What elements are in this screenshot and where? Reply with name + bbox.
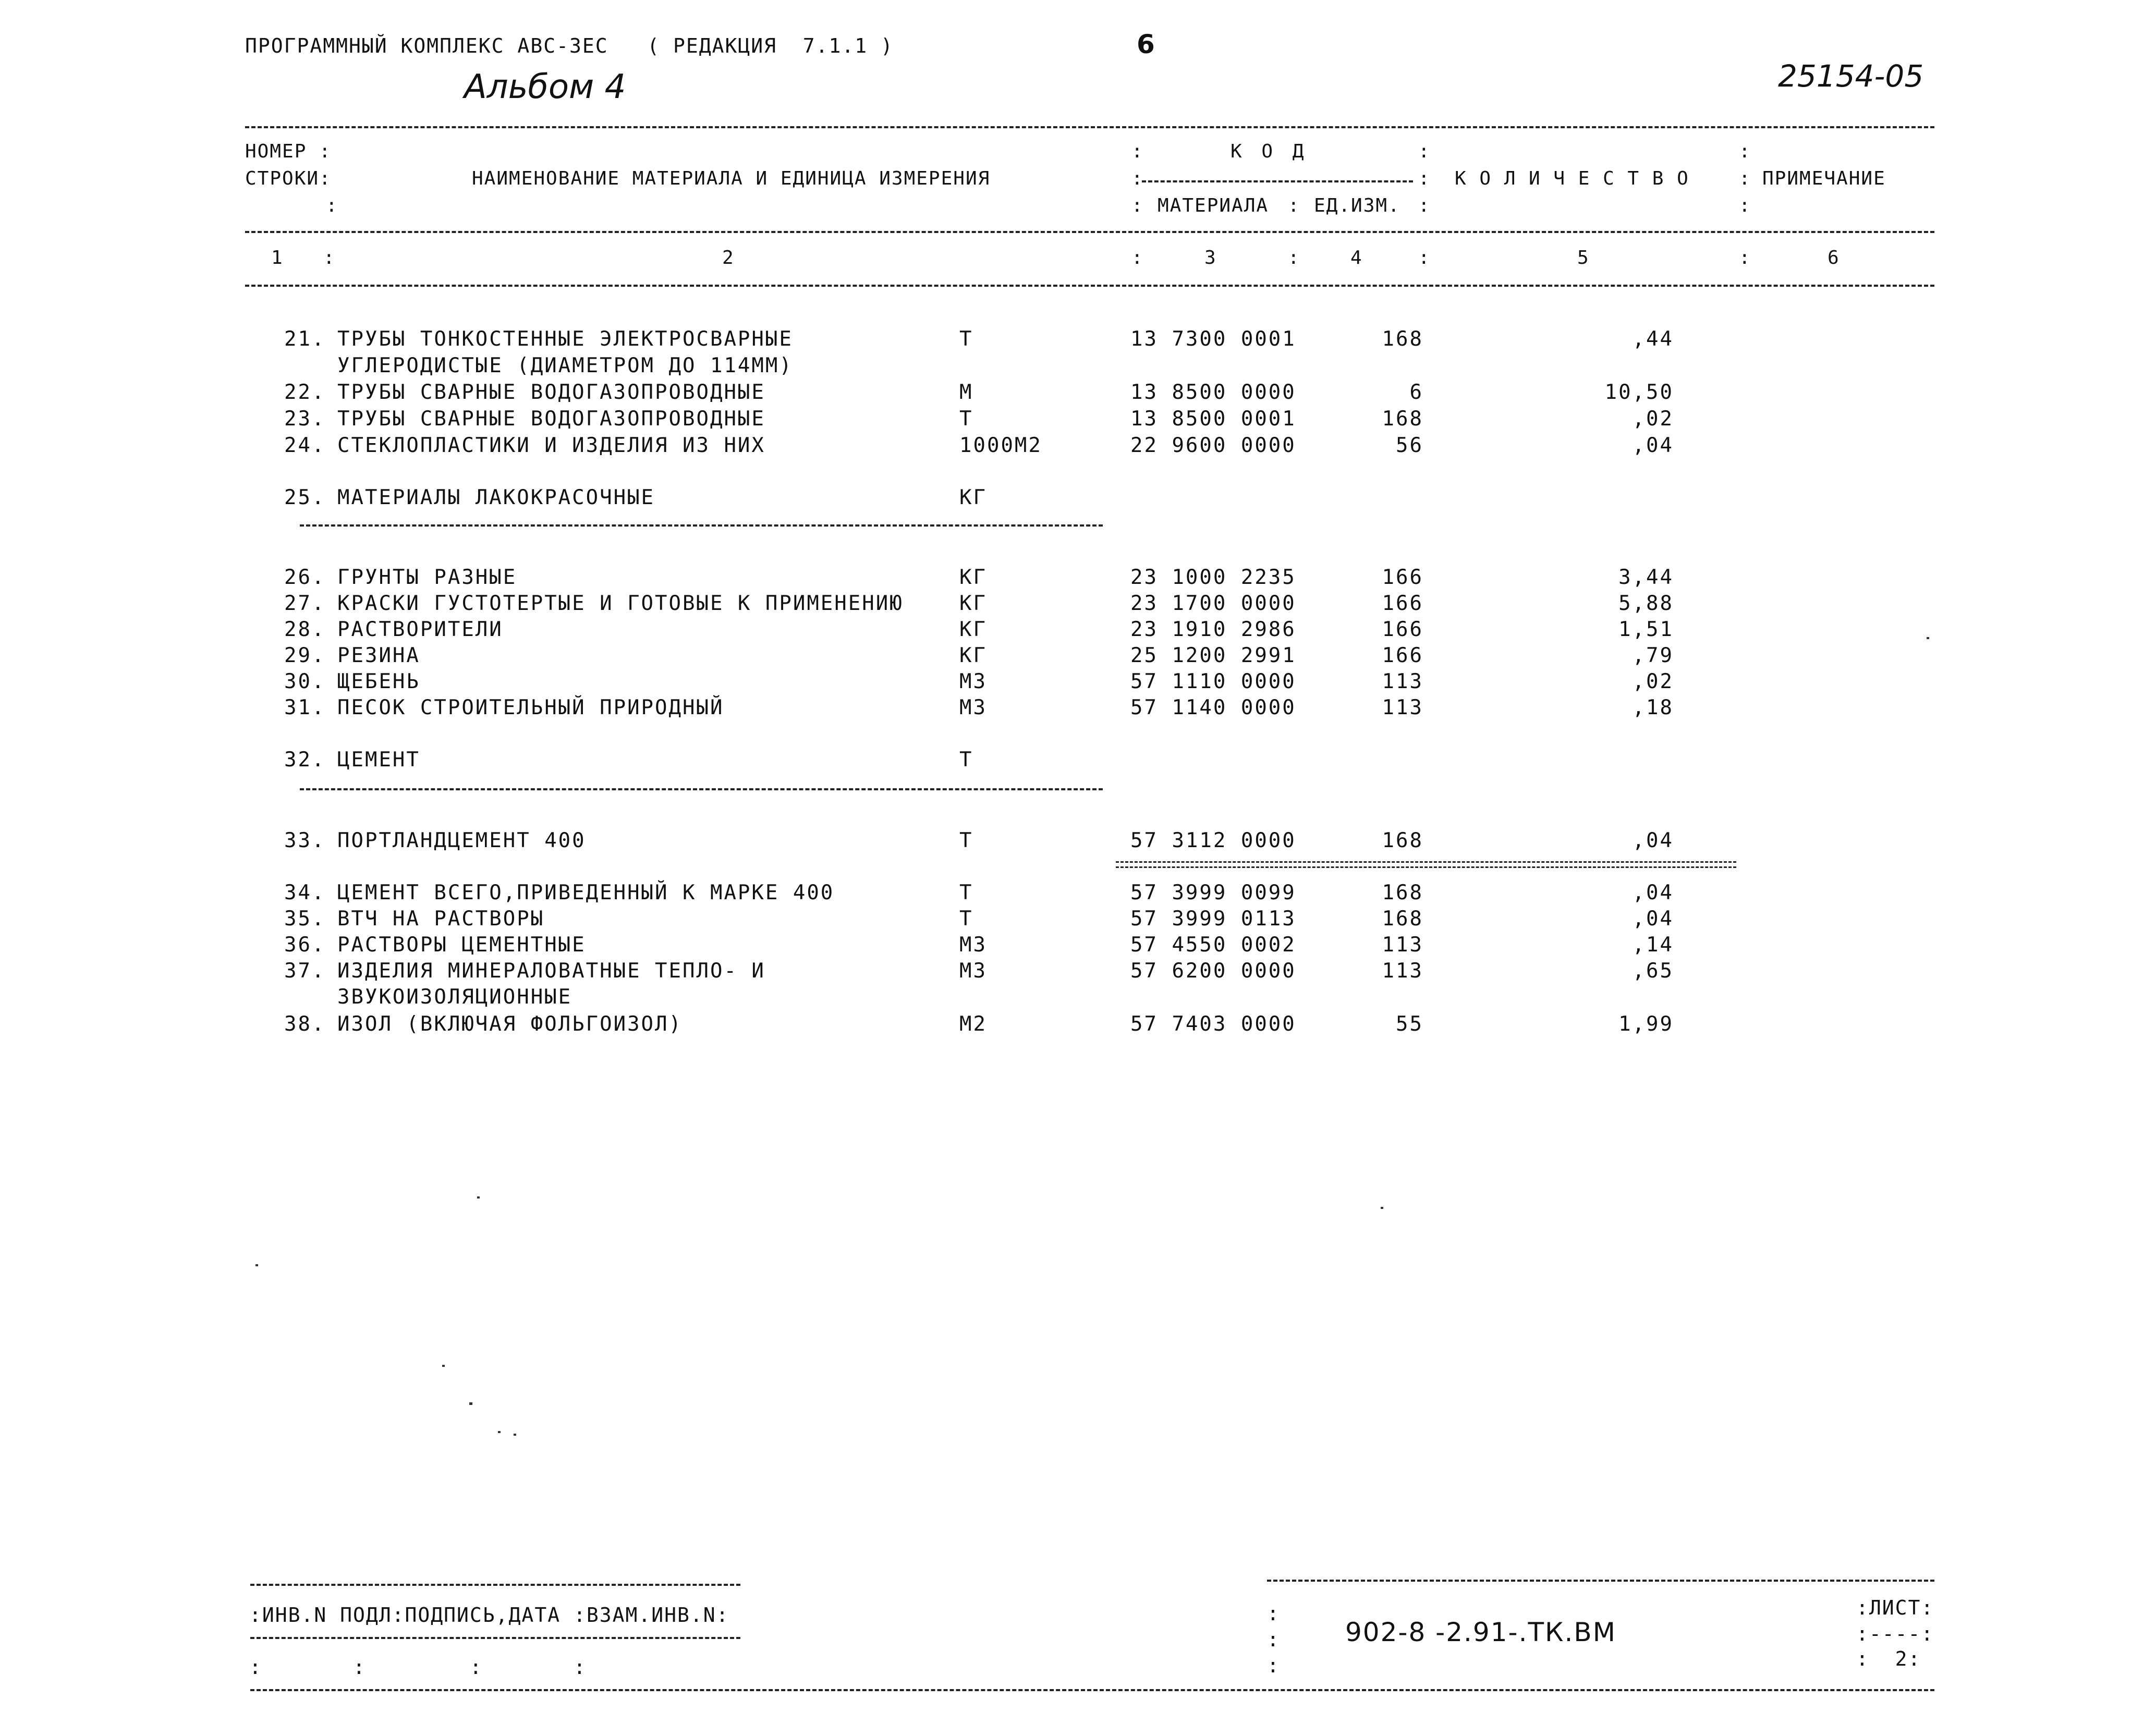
row-unit-code: 166 (1382, 644, 1423, 667)
row-number: 37. (284, 959, 326, 983)
row-name: ЦЕМЕНТ ВСЕГО,ПРИВЕДЕННЫЙ К МАРКЕ 400 (337, 881, 835, 904)
header-qty-colon-2: : (1418, 168, 1431, 189)
row-code: 57 3112 0000 (1130, 829, 1296, 852)
row-code: 57 6200 0000 (1130, 959, 1296, 983)
row-unit: М (959, 381, 973, 404)
row-quantity: 10,50 (1604, 381, 1674, 404)
row-code: 23 1910 2986 (1130, 618, 1296, 641)
header-row-number-2: СТРОКИ: (245, 168, 332, 189)
header-note: ПРИМЕЧАНИЕ (1762, 168, 1886, 189)
scan-speck (442, 1365, 445, 1367)
row-quantity: ,14 (1632, 933, 1674, 957)
row-unit: КГ (959, 618, 987, 641)
row-code: 57 7403 0000 (1130, 1012, 1296, 1036)
footer-inv-labels: :ИНВ.N ПОДЛ:ПОДПИСЬ,ДАТА :ВЗАМ.ИНВ.N: (249, 1604, 729, 1627)
row-number: 38. (284, 1012, 326, 1036)
header-code-unit: ЕД.ИЗМ. (1314, 195, 1400, 216)
col-colon-5: : (1739, 247, 1751, 268)
row-unit: Т (959, 907, 973, 931)
sheet-separator: :----: (1856, 1622, 1934, 1645)
row-unit-code: 113 (1382, 959, 1423, 983)
scan-speck (1927, 637, 1929, 639)
header-code-material: МАТЕРИАЛА (1158, 195, 1269, 216)
row-unit: Т (959, 881, 973, 904)
header-quantity: К О Л И Ч Е С Т В О (1455, 168, 1689, 189)
row-name: ПЕСОК СТРОИТЕЛЬНЫЙ ПРИРОДНЫЙ (337, 696, 724, 719)
header-material-name: НАИМЕНОВАНИЕ МАТЕРИАЛА И ЕДИНИЦА ИЗМЕРЕНИЯ (472, 168, 991, 189)
row-unit-code: 168 (1382, 327, 1423, 351)
col-colon-1: : (323, 247, 336, 268)
row-number: 26. (284, 566, 326, 589)
header-code-colon-3: : (1131, 195, 1144, 216)
table-row-28 (0, 618, 2156, 644)
footer-field-separators: : : : : (249, 1656, 587, 1679)
column-numbers-rule (245, 285, 1934, 287)
col-number-2: 2 (722, 247, 735, 268)
row-code: 13 7300 0001 (1130, 327, 1296, 351)
row-code: 57 1140 0000 (1130, 696, 1296, 719)
document-code: 25154-05 (1778, 58, 1924, 94)
row-quantity: ,04 (1632, 829, 1674, 852)
album-label: Альбом 4 (464, 68, 626, 106)
row-unit-code: 166 (1382, 566, 1423, 589)
row-name: СТЕКЛОПЛАСТИКИ И ИЗДЕЛИЯ ИЗ НИХ (337, 434, 765, 457)
row-quantity: ,79 (1632, 644, 1674, 667)
group-rule-25 (300, 524, 1103, 527)
col-number-6: 6 (1828, 247, 1840, 268)
row-name: ГРУНТЫ РАЗНЫЕ (337, 566, 517, 589)
row-number: 31. (284, 696, 326, 719)
row-name: ТРУБЫ СВАРНЫЕ ВОДОГАЗОПРОВОДНЫЕ (337, 381, 765, 404)
scan-speck (1381, 1207, 1383, 1209)
row-code: 13 8500 0000 (1130, 381, 1296, 404)
row-unit: КГ (959, 486, 987, 509)
row-number: 22. (284, 381, 326, 404)
row-name: РАСТВОРИТЕЛИ (337, 618, 503, 641)
table-row-36 (0, 933, 2156, 959)
row-quantity: 1,51 (1618, 618, 1674, 641)
footer-right-rule-top (1267, 1580, 1934, 1582)
row-quantity: 3,44 (1618, 566, 1674, 589)
document-designation: 902-8 -2.91-.ТК.ВМ (1345, 1617, 1616, 1647)
row-number: 36. (284, 933, 326, 957)
row-unit-code: 56 (1396, 434, 1423, 457)
col-colon-4: : (1418, 247, 1431, 268)
row-unit: М3 (959, 696, 987, 719)
table-row-24 (0, 434, 2156, 460)
row-unit-code: 168 (1382, 407, 1423, 431)
row-code: 22 9600 0000 (1130, 434, 1296, 457)
header-code: К О Д (1231, 141, 1308, 162)
row-quantity: ,04 (1632, 907, 1674, 931)
row-name: ВТЧ НА РАСТВОРЫ (337, 907, 545, 931)
header-note-colon-3: : (1739, 195, 1751, 216)
sheet-number: : 2: (1856, 1647, 1921, 1670)
table-row-29 (0, 644, 2156, 670)
row-name: ТРУБЫ СВАРНЫЕ ВОДОГАЗОПРОВОДНЫЕ (337, 407, 765, 431)
footer-left-rule-top (250, 1584, 740, 1586)
col-colon-2: : (1131, 247, 1144, 268)
row-number: 33. (284, 829, 326, 852)
row-unit-code: 55 (1396, 1012, 1423, 1036)
row-number: 34. (284, 881, 326, 904)
total-double-rule (1116, 861, 1736, 868)
row-unit: 1000М2 (959, 434, 1042, 457)
row-unit-code: 6 (1409, 381, 1423, 404)
row-code: 57 3999 0113 (1130, 907, 1296, 931)
row-number: 21. (284, 327, 326, 351)
row-number: 24. (284, 434, 326, 457)
row-unit: Т (959, 748, 973, 772)
table-row-27 (0, 592, 2156, 618)
row-unit-code: 168 (1382, 829, 1423, 852)
table-top-rule (245, 126, 1934, 128)
page-number: 6 (1137, 29, 1155, 59)
header-qty-colon-1: : (1418, 141, 1431, 162)
col-number-5: 5 (1577, 247, 1590, 268)
table-row-26 (0, 566, 2156, 592)
row-quantity: ,04 (1632, 434, 1674, 457)
row-name: ЦЕМЕНТ (337, 748, 420, 772)
footer-bottom-rule (250, 1689, 1934, 1691)
scan-speck (477, 1196, 480, 1199)
header-row-number-1: НОМЕР : (245, 141, 332, 162)
row-unit-code: 168 (1382, 907, 1423, 931)
table-row-33 (0, 829, 2156, 855)
header-qty-colon-3: : (1418, 195, 1431, 216)
table-row-21 (0, 327, 2156, 353)
row-quantity: ,02 (1632, 407, 1674, 431)
row-unit-code: 166 (1382, 618, 1423, 641)
table-row-23 (0, 407, 2156, 433)
row-unit: КГ (959, 644, 987, 667)
header-row-number-3: : (326, 195, 338, 216)
row-name-continued: УГЛЕРОДИСТЫЕ (ДИАМЕТРОМ ДО 114ММ) (337, 354, 793, 377)
row-code: 23 1700 0000 (1130, 592, 1296, 615)
row-code: 57 1110 0000 (1130, 670, 1296, 693)
row-number: 25. (284, 486, 326, 509)
row-code: 57 4550 0002 (1130, 933, 1296, 957)
table-row-31 (0, 696, 2156, 722)
row-code: 23 1000 2235 (1130, 566, 1296, 589)
row-unit: М3 (959, 670, 987, 693)
row-unit-code: 113 (1382, 670, 1423, 693)
scan-speck (498, 1431, 501, 1433)
row-unit-code: 166 (1382, 592, 1423, 615)
row-quantity: ,02 (1632, 670, 1674, 693)
row-code: 57 3999 0099 (1130, 881, 1296, 904)
scan-speck (514, 1434, 516, 1436)
col-number-1: 1 (271, 247, 284, 268)
table-row-30 (0, 670, 2156, 696)
row-number: 30. (284, 670, 326, 693)
header-note-colon-2: : (1739, 168, 1751, 189)
row-name: МАТЕРИАЛЫ ЛАКОКРАСОЧНЫЕ (337, 486, 655, 509)
table-row-25 (0, 486, 2156, 512)
footer-stamp-colons: : : : (1267, 1602, 1280, 1677)
header-note-colon-1: : (1739, 141, 1751, 162)
header-code-colon-1: : (1131, 141, 1144, 162)
row-quantity: 1,99 (1618, 1012, 1674, 1036)
header-bottom-rule (245, 231, 1934, 233)
row-name: ИЗОЛ (ВКЛЮЧАЯ ФОЛЬГОИЗОЛ) (337, 1012, 683, 1036)
table-row-38 (0, 1012, 2156, 1038)
row-code: 13 8500 0001 (1130, 407, 1296, 431)
row-number: 32. (284, 748, 326, 772)
row-unit-code: 113 (1382, 933, 1423, 957)
table-row-37-cont (0, 985, 2156, 1011)
row-unit: Т (959, 327, 973, 351)
table-row-34 (0, 881, 2156, 907)
row-quantity: ,18 (1632, 696, 1674, 719)
row-name: РАСТВОРЫ ЦЕМЕНТНЫЕ (337, 933, 586, 957)
scan-speck (255, 1264, 258, 1266)
row-number: 27. (284, 592, 326, 615)
row-unit: М2 (959, 1012, 987, 1036)
row-name: РЕЗИНА (337, 644, 420, 667)
program-title: ПРОГРАММНЫЙ КОМПЛЕКС АВС-3ЕС ( РЕДАКЦИЯ 7.1.1 ) (245, 34, 894, 57)
row-name: КРАСКИ ГУСТОТЕРТЫЕ И ГОТОВЫЕ К ПРИМЕНЕНИЮ (337, 592, 904, 615)
col-number-4: 4 (1350, 247, 1363, 268)
row-unit: КГ (959, 566, 987, 589)
row-quantity: ,44 (1632, 327, 1674, 351)
table-row-21-cont (0, 354, 2156, 380)
row-unit: КГ (959, 592, 987, 615)
row-quantity: 5,88 (1618, 592, 1674, 615)
row-unit-code: 168 (1382, 881, 1423, 904)
header-code-sep: : (1288, 195, 1300, 216)
col-colon-3: : (1288, 247, 1300, 268)
row-number: 28. (284, 618, 326, 641)
sheet-label: :ЛИСТ: (1856, 1596, 1934, 1619)
row-number: 35. (284, 907, 326, 931)
row-code: 25 1200 2991 (1130, 644, 1296, 667)
row-unit-code: 113 (1382, 696, 1423, 719)
col-number-3: 3 (1204, 247, 1217, 268)
group-rule-32 (300, 788, 1103, 790)
row-unit: Т (959, 829, 973, 852)
row-unit: М3 (959, 933, 987, 957)
row-name: ТРУБЫ ТОНКОСТЕННЫЕ ЭЛЕКТРОСВАРНЫЕ (337, 327, 793, 351)
row-number: 23. (284, 407, 326, 431)
row-unit: Т (959, 407, 973, 431)
footer-left-rule-mid (250, 1637, 740, 1639)
row-quantity: ,65 (1632, 959, 1674, 983)
row-name: ИЗДЕЛИЯ МИНЕРАЛОВАТНЫЕ ТЕПЛО- И (337, 959, 765, 983)
header-code-colon-2: : (1131, 168, 1144, 189)
scan-speck (469, 1402, 472, 1405)
table-row-22 (0, 381, 2156, 407)
row-number: 29. (284, 644, 326, 667)
row-name-continued: ЗВУКОИЗОЛЯЦИОННЫЕ (337, 985, 573, 1009)
row-quantity: ,04 (1632, 881, 1674, 904)
code-subheader-rule (1142, 180, 1413, 182)
table-row-32 (0, 748, 2156, 774)
table-row-37 (0, 959, 2156, 985)
table-row-35 (0, 907, 2156, 933)
row-unit: М3 (959, 959, 987, 983)
row-name: ЩЕБЕНЬ (337, 670, 420, 693)
row-name: ПОРТЛАНДЦЕМЕНТ 400 (337, 829, 586, 852)
